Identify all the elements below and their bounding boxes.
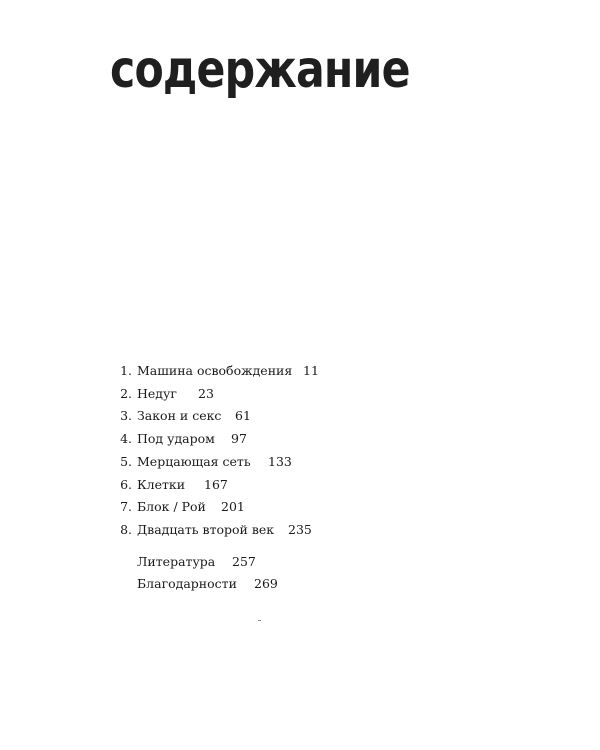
chapter-number: 2. [120, 386, 132, 401]
chapter-page-number: 97 [231, 431, 247, 446]
chapter-page-number: 23 [198, 386, 214, 401]
page-title: содержание [110, 40, 410, 100]
chapter-title: Двадцать второй век [137, 522, 275, 537]
chapter-number: 1. [120, 363, 132, 378]
chapter-title: Под ударом [137, 431, 215, 446]
chapter-number: 3. [120, 408, 132, 423]
chapter-title: Машина освобождения [137, 363, 293, 378]
chapter-page-number: 201 [221, 499, 245, 514]
chapter-number: 8. [120, 522, 132, 537]
chapter-title: Мерцающая сеть [137, 454, 251, 469]
chapter-number: 6. [120, 477, 132, 492]
chapter-number: 4. [120, 431, 132, 446]
back-matter-page-number: 257 [232, 554, 256, 569]
back-matter-title: Благодарности [137, 576, 237, 591]
chapter-title: Недуг [137, 386, 177, 401]
chapter-page-number: 133 [268, 454, 292, 469]
chapter-title: Блок / Рой [137, 499, 206, 514]
chapter-title: Клетки [137, 477, 186, 492]
chapter-page-number: 167 [204, 477, 228, 492]
chapter-page-number: 61 [235, 408, 251, 423]
chapter-page-number: 11 [303, 363, 319, 378]
chapter-page-number: 235 [288, 522, 312, 537]
chapter-title: Закон и секс [137, 408, 222, 423]
chapter-number: 7. [120, 499, 132, 514]
scan-speck [258, 620, 261, 621]
back-matter-page-number: 269 [254, 576, 278, 591]
chapter-number: 5. [120, 454, 132, 469]
back-matter-title: Литература [137, 554, 216, 569]
